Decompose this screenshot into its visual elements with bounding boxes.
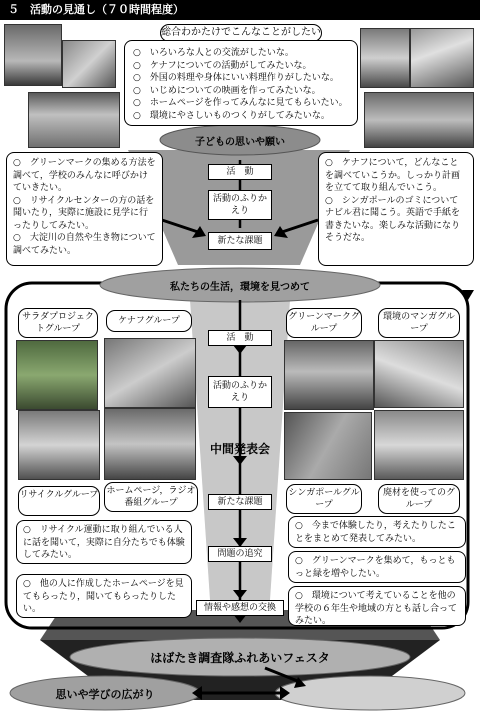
activity-photo xyxy=(284,340,374,410)
left-note-box xyxy=(6,152,163,266)
classroom-photo xyxy=(28,92,120,148)
spread-oval-right xyxy=(275,676,465,710)
wishes-footer: 子どもの思いや願い xyxy=(195,137,285,148)
note-text: ○ グリーンマークの集める方法を調べて，学校のみんなに呼びかけていきたい。 xyxy=(13,158,156,193)
midterm-label: 中間発表会 xyxy=(209,442,270,456)
note-text: ○ リサイクルセンターの方の話を聞いたり，実際に施設に見学に行ったりしてみたい。 xyxy=(13,195,155,231)
note-right-2: ○ グリーンマークを集めて，もっともっと緑を増やしたい。 xyxy=(288,551,466,583)
list-item: ○ 外国の料理や身体にいい料理作りがしたいな。 xyxy=(133,73,339,83)
flow-reflection: 活動のふりかえり xyxy=(208,190,272,220)
group-haizai: 廃材を使ってのグループ xyxy=(378,484,460,514)
group-kenaf: ケナフグループ xyxy=(106,310,192,332)
classroom-photo xyxy=(410,28,474,88)
group-greenmark: グリーンマークグループ xyxy=(286,308,362,338)
activity-photo xyxy=(18,410,100,480)
note-text: ○ シンガポールのゴミについてナビル君に聞こう。英語で手紙を書きたいな。楽しみな活動になりそうだな。 xyxy=(325,195,461,243)
theme-label: 私たちの生活，環境を見つめて xyxy=(170,282,310,293)
wish-text: いじめについての映画を作ってみたいな。 xyxy=(149,85,321,96)
list-item: ○ ケナフについての活動がしてみたいな。 xyxy=(133,60,312,71)
classroom-photo xyxy=(364,92,474,148)
wishes-box xyxy=(124,40,358,126)
list-item: ○ いじめについての映画を作ってみたいな。 xyxy=(133,85,321,96)
flow-activity-mid: 活 動 xyxy=(208,330,272,346)
right-note-box xyxy=(318,152,474,266)
festa-label: はばたき調査隊ふれあいフェスタ xyxy=(150,651,330,665)
wish-text: ホームページを作ってみんなに見てもらいたい。 xyxy=(149,98,348,108)
flow-pursuit: 問題の追究 xyxy=(208,546,272,562)
list-item: ○ ホームページを作ってみんなに見てもらいたい。 xyxy=(133,98,348,108)
classroom-photo xyxy=(4,24,62,86)
flow-exchange: 情報や感想の交換 xyxy=(196,600,284,616)
list-item: ○ 環境にやさしいものつくりがしてみたいな。 xyxy=(133,110,330,121)
flow-activity: 活 動 xyxy=(208,164,272,180)
note-left-2: ○ 他の人に作成したホームページを見てもらったり，聞いてもらったりしたい。 xyxy=(16,574,192,618)
wish-text: 環境にやさしいものつくりがしてみたいな。 xyxy=(149,110,330,121)
group-salad: サラダプロジェクトグループ xyxy=(18,308,98,338)
flow-new-topic: 新たな課題 xyxy=(208,232,272,250)
list-item: ○ いろいろな人との交流がしたいな。 xyxy=(133,48,294,58)
activity-photo xyxy=(284,412,372,480)
activity-photo xyxy=(16,340,98,410)
activity-photo xyxy=(374,340,464,408)
classroom-photo xyxy=(62,40,116,88)
wishes-list xyxy=(133,47,351,122)
wish-text: ケナフについての活動がしてみたいな。 xyxy=(149,60,312,71)
activity-photo xyxy=(104,338,196,408)
group-singapore: シンガポールグループ xyxy=(286,484,362,514)
group-homepage: ホームページ，ラジオ番組グループ xyxy=(104,482,198,512)
wish-text: いろいろな人との交流がしたいな。 xyxy=(149,48,294,58)
wish-text: 外国の料理や身体にいい料理作りがしたいな。 xyxy=(149,73,339,83)
page-title: ５ 活動の見通し（７０時間程度） xyxy=(0,0,480,20)
activity-photo xyxy=(104,408,196,480)
note-right-1: ○ 今まで体験したり，考えたりしたことをまとめて発表してみたい。 xyxy=(288,516,466,548)
flow-new-topic-mid: 新たな課題 xyxy=(208,494,272,510)
group-recycle: リサイクルグループ xyxy=(18,486,100,516)
note-right-3: ○ 環境について考えていることを他の学校の６年生や地域の方とも話し合ってみたい。 xyxy=(288,586,466,626)
flow-reflection-mid: 活動のふりかえり xyxy=(208,376,272,408)
activity-photo xyxy=(374,410,464,480)
note-left-1: ○ リサイクル運動に取り組んでいる人に話を聞いて，実際に自分たちでも体験してみたい。 xyxy=(16,520,192,564)
spread-label: 思いや学びの広がり xyxy=(55,688,155,701)
note-text: ○ 大淀川の自然や生き物について調べてみたい。 xyxy=(13,233,156,256)
note-text: ○ ケナフについて，どんなことを調べていこうか。しっかり計画を立てて取り組んでいこう。 xyxy=(325,158,461,193)
group-manga: 環境のマンガグループ xyxy=(378,308,460,338)
classroom-photo xyxy=(360,28,410,88)
wishes-title: 総合わかたけでこんなことがしたい xyxy=(160,24,322,42)
